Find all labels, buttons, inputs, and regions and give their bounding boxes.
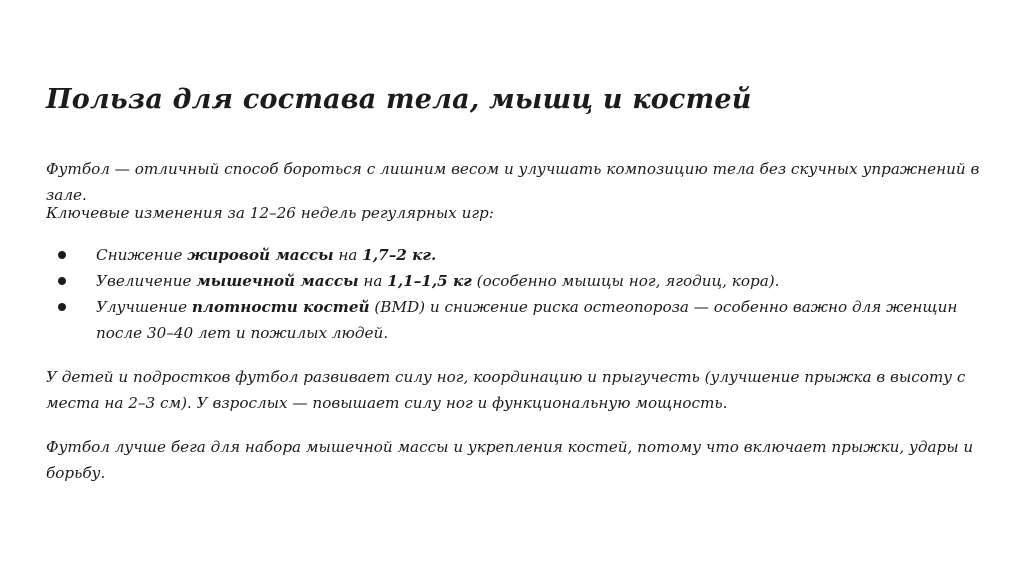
intro-paragraph: Футбол — отличный способ бороться с лишним весом и улучшать композицию тела без скучных упражнений в зале. xyxy=(46,160,980,204)
bullet-icon xyxy=(58,277,66,285)
bullet-emphasis: мышечной массы xyxy=(196,272,359,290)
list-item xyxy=(46,242,981,268)
changes-heading: Ключевые изменения за 12–26 недель регулярных игр: xyxy=(46,204,494,222)
list-item xyxy=(46,268,981,294)
bullet-text: (BMD) и снижение риска остеопороза — особенно важно для женщин после 30–40 лет и пожилых людей. xyxy=(96,298,958,342)
bullet-text: Снижение xyxy=(96,246,188,264)
bullet-text: на xyxy=(358,272,388,290)
bullet-icon xyxy=(58,251,66,259)
bullet-emphasis: 1,7–2 кг. xyxy=(362,246,437,264)
bullet-text: (особенно мышцы ног, ягодиц, кора). xyxy=(471,272,780,290)
bullet-text: Увеличение xyxy=(96,272,197,290)
bullet-text: Улучшение xyxy=(96,298,192,316)
kids-paragraph: У детей и подростков футбол развивает силу ног, координацию и прыгучесть (улучшение прыжка в высоту с места на 2–3 см). У взрослых — повышает силу ног и функциональную мощность. xyxy=(46,368,966,412)
slide-title: Польза для состава тела, мышц и костей xyxy=(46,84,752,115)
bullet-emphasis: 1,1–1,5 кг xyxy=(387,272,472,290)
conclusion-paragraph: Футбол лучше бега для набора мышечной массы и укрепления костей, потому что включает прыжки, удары и борьбу. xyxy=(46,438,974,482)
bullet-emphasis: плотности костей xyxy=(191,298,370,316)
bullet-emphasis: жировой массы xyxy=(187,246,334,264)
changes-list xyxy=(46,242,981,346)
list-item xyxy=(46,294,981,346)
bullet-icon xyxy=(58,303,66,311)
bullet-text: на xyxy=(333,246,363,264)
